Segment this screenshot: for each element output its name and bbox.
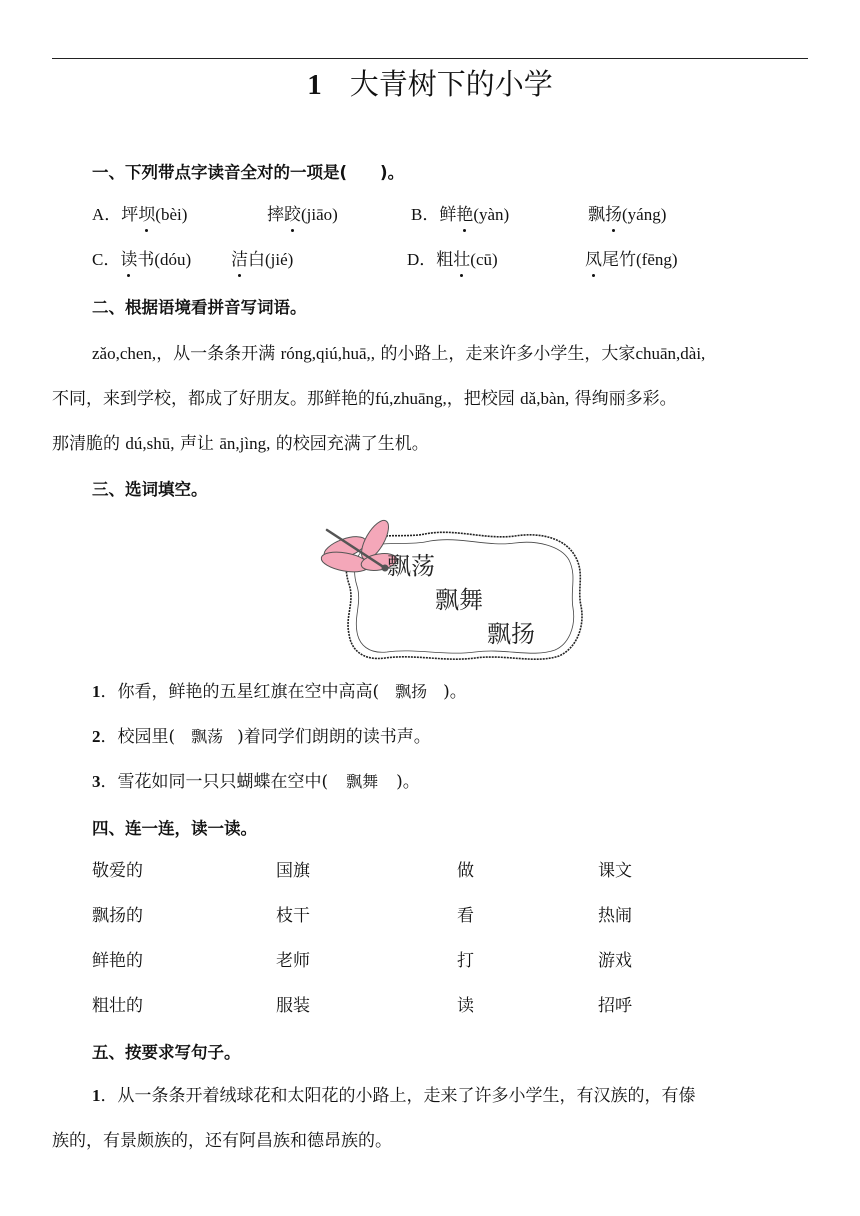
pinyin-line-2: 不同，来到学校，都成了好朋友。那鲜艳的fú,zhuāng,，把校园 dǎ,bàn, 得绚丽多彩。: [52, 389, 677, 409]
answer-text: 飘荡: [191, 727, 224, 746]
fill-item-3: 3．雪花如同一只只蝴蝶在空中( 飘舞 )。: [92, 772, 420, 792]
pinyin-blank: dú,shū,: [125, 434, 175, 453]
match-cell: 服装: [276, 996, 310, 1016]
option-d-word2: 凤尾竹(fēng): [585, 250, 678, 270]
page-title: [0, 64, 860, 105]
word-choice-illustration: [315, 518, 585, 664]
option-b-word2: 飘扬(yáng): [588, 205, 667, 225]
pinyin-blank: róng,qiú,huā,,: [280, 344, 376, 363]
section4-heading: 四、连一连，读一读。: [92, 819, 257, 838]
match-cell: 飘扬的: [92, 906, 143, 926]
sentence-item-1-line2: 族的，有景颇族的，还有阿昌族和德昂族的。: [52, 1131, 392, 1151]
top-rule: [52, 58, 808, 59]
word-option-1: 飘荡: [387, 552, 435, 580]
match-cell: 敬爱的: [92, 861, 143, 881]
pinyin-blank: zǎo,chen,: [92, 344, 157, 363]
pinyin-blank: ān,jìng,: [219, 434, 271, 453]
section2-heading: 二、根据语境看拼音写词语。: [92, 298, 307, 317]
word-option-2: 飘舞: [435, 586, 483, 614]
match-cell: 做: [457, 861, 474, 881]
match-cell: 老师: [276, 951, 310, 971]
match-cell: 看: [457, 906, 474, 926]
option-c-word2: 洁白(jié): [231, 250, 294, 270]
pinyin-line-1: zǎo,chen,，从一条条开满 róng,qiú,huā,, 的小路上，走来许多小学生，大家chuān,dài,: [92, 344, 706, 364]
match-cell: 打: [457, 951, 474, 971]
match-cell: 游戏: [598, 951, 632, 971]
match-cell: 热闹: [598, 906, 632, 926]
option-a: A．坪坝(bèi): [92, 205, 188, 225]
option-c: C．读书(dóu): [92, 250, 192, 270]
answer-text: 飘舞: [346, 772, 379, 791]
option-b: B．鲜艳(yàn): [411, 205, 510, 225]
pinyin-blank: fú,zhuāng,: [375, 389, 447, 408]
pinyin-blank: dǎ,bàn,: [520, 389, 570, 408]
section3-heading: 三、选词填空。: [92, 480, 208, 499]
match-cell: 课文: [598, 861, 632, 881]
match-cell: 招呼: [598, 996, 632, 1016]
sentence-item-1: 1．从一条条开着绒球花和太阳花的小路上，走来了许多小学生，有汉族的，有傣: [92, 1086, 696, 1106]
match-cell: 粗壮的: [92, 996, 143, 1016]
match-cell: 读: [457, 996, 474, 1016]
fill-item-1: 1．你看，鲜艳的五星红旗在空中高高( 飘扬 )。: [92, 682, 467, 702]
lesson-number: 1: [307, 69, 322, 101]
match-cell: 鲜艳的: [92, 951, 143, 971]
option-a-word2: 摔跤(jiāo): [267, 205, 338, 225]
word-option-3: 飘扬: [487, 620, 535, 648]
match-cell: 枝干: [276, 906, 310, 926]
fill-item-2: 2．校园里( 飘荡 )着同学们朗朗的读书声。: [92, 727, 431, 747]
match-cell: 国旗: [276, 861, 310, 881]
answer-text: 飘扬: [395, 682, 428, 701]
section1-heading: 一、下列带点字读音全对的一项是( )。: [92, 163, 405, 182]
pinyin-blank: chuān,dài,: [635, 344, 706, 363]
pinyin-line-3: 那清脆的 dú,shū, 声让 ān,jìng, 的校园充满了生机。: [52, 434, 429, 454]
section5-heading: 五、按要求写句子。: [92, 1043, 241, 1062]
lesson-title: 大青树下的小学: [349, 67, 553, 101]
option-d: D．粗壮(cū): [407, 250, 498, 270]
